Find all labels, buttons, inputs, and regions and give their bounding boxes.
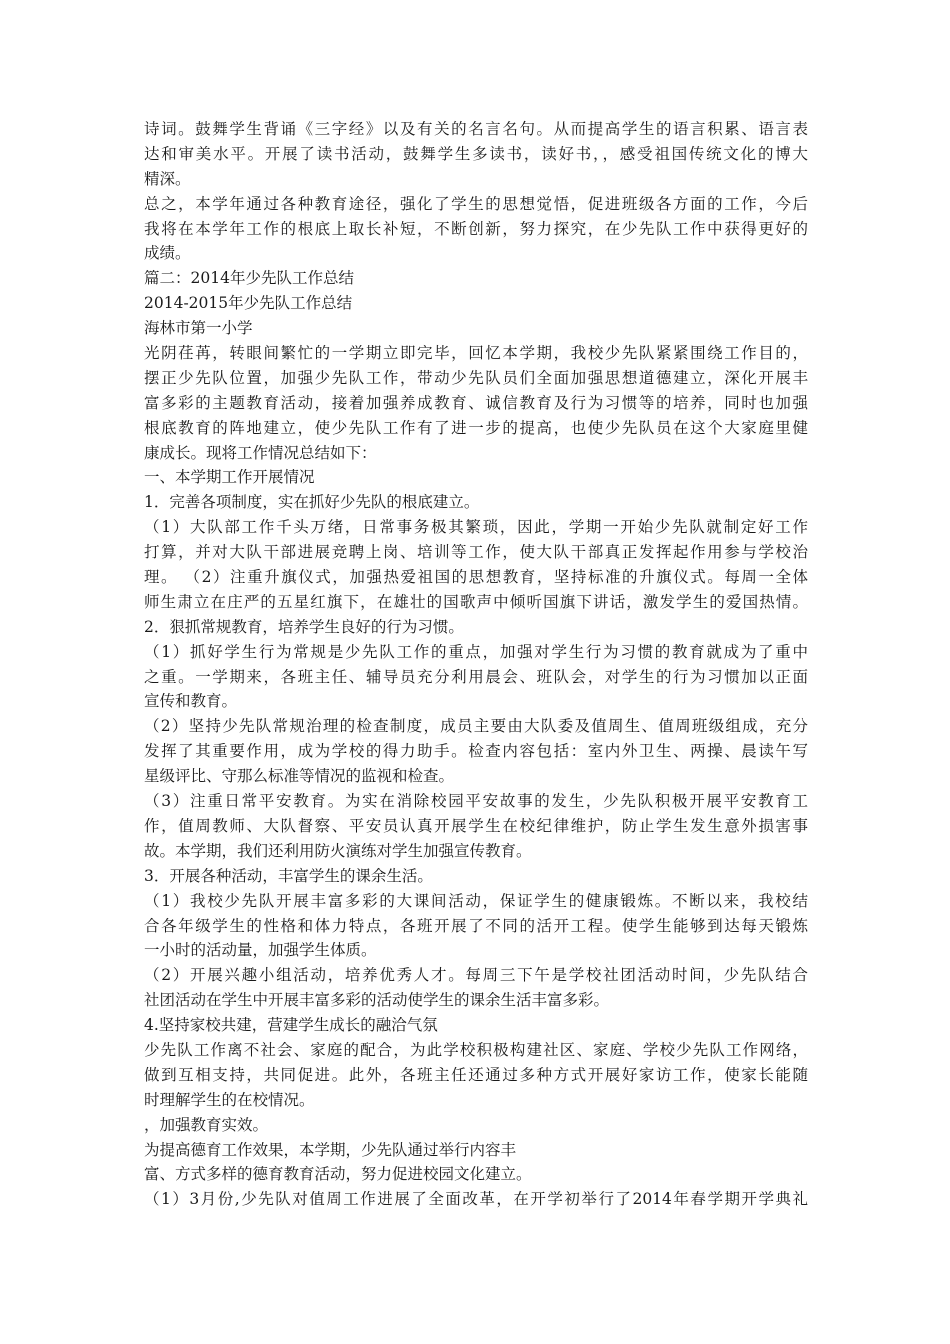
text-line: 摆正少先队位置，加强少先队工作，带动少先队员们全面加强思想道德建立，深化开展丰 (144, 368, 808, 387)
document-title: 2014-2015年少先队工作总结 (144, 294, 353, 313)
section-heading: 篇二：2014年少先队工作总结 (144, 269, 354, 288)
text-line: 打算，并对大队干部进展竞聘上岗、培训等工作，使大队干部真正发挥起作用参与学校治 (144, 543, 808, 562)
text-line: 社团活动在学生中开展丰富多彩的活动使学生的课余生活丰富多彩。 (144, 991, 610, 1010)
text-line: 理。 （2）注重升旗仪式，加强热爱祖国的思想教育，坚持标准的升旗仪式。每周一全体 (144, 568, 808, 587)
text-line: （1）3月份,少先队对值周工作进展了全面改革，在开学初举行了2014年春学期开学典礼 (144, 1190, 808, 1209)
text-line: 根底教育的阵地建立，使少先队工作有了进一步的提高，也使少先队员在这个大家庭里健 (144, 418, 808, 437)
text-line: 总之，本学年通过各种教育途径，强化了学生的思想觉悟，促进班级各方面的工作，今后 (144, 194, 808, 213)
text-line: （1）大队部工作千头万绪，日常事务极其繁琐，因此，学期一开始少先队就制定好工作 (144, 518, 808, 537)
text-line: 故。本学期，我们还利用防火演练对学生加强宣传教育。 (144, 841, 532, 860)
text-line: 合各年级学生的性格和体力特点，各班开展了不同的活开工程。使学生能够到达每天锻炼 (144, 916, 808, 935)
text-line: （3）注重日常平安教育。为实在消除校园平安故事的发生，少先队积极开展平安教育工 (144, 792, 808, 811)
text-line: 作，值周教师、大队督察、平安员认真开展学生在校纪律维护，防止学生发生意外损害事 (144, 816, 808, 835)
text-line: 精深。 (144, 169, 191, 188)
text-line: 富多彩的主题教育活动，接着加强养成教育、诚信教育及行为习惯等的培养，同时也加强 (144, 393, 808, 412)
text-line: 光阴荏苒，转眼间繁忙的一学期立即完毕，回忆本学期，我校少先队紧紧围绕工作目的， (144, 344, 808, 363)
text-line: （2）坚持少先队常规治理的检查制度，成员主要由大队委及值周生、值周班级组成，充分 (144, 717, 808, 736)
section-heading: 一、本学期工作开展情况 (144, 468, 315, 487)
document-body (144, 117, 808, 1212)
text-line: 富、方式多样的德育教育活动，努力促进校园文化建立。 (144, 1165, 532, 1184)
text-line: 我将在本学年工作的根底上取长补短，不断创新，努力探究，在少先队工作中获得更好的 (144, 219, 808, 238)
subsection-heading: 4.坚持家校共建，营建学生成长的融洽气氛 (144, 1016, 438, 1035)
text-line: 达和审美水平。开展了读书活动，鼓舞学生多读书，读好书，，感受祖国传统文化的博大 (144, 144, 808, 163)
text-line: 做到互相支持，共同促进。此外，各班主任还通过多种方式开展好家访工作，使家长能随 (144, 1065, 808, 1084)
subsection-heading: 1．完善各项制度，实在抓好少先队的根底建立。 (144, 493, 480, 512)
text-line: 诗词。鼓舞学生背诵《三字经》以及有关的名言名句。从而提高学生的语言积累、语言表 (144, 120, 808, 138)
text-line: 康成长。现将工作情况总结如下： (144, 443, 377, 462)
subsection-heading: 2．狠抓常规教育，培养学生良好的行为习惯。 (144, 617, 464, 636)
text-line: 发挥了其重要作用，成为学校的得力助手。检查内容包括：室内外卫生、两操、晨读午写 (144, 742, 808, 761)
text-line: 时理解学生的在校情况。 (144, 1090, 315, 1109)
text-line: 一小时的活动量，加强学生体质。 (144, 941, 377, 960)
text-line: 宣传和教育。 (144, 692, 238, 711)
text-line: 师生肃立在庄严的五星红旗下，在雄壮的国歌声中倾听国旗下讲话，激发学生的爱国热情。 (144, 592, 808, 611)
school-name: 海林市第一小学 (144, 319, 253, 338)
subsection-heading: 3．开展各种活动，丰富学生的课余生活。 (144, 866, 433, 885)
text-line: 星级评比、守那么标准等情况的监视和检查。 (144, 767, 455, 786)
text-line: （1）我校少先队开展丰富多彩的大课间活动，保证学生的健康锻炼。不断以来，我校结 (144, 891, 808, 910)
text-line: （2）开展兴趣小组活动，培养优秀人才。每周三下午是学校社团活动时间，少先队结合 (144, 966, 808, 985)
text-line: 成绩。 (144, 244, 191, 263)
text-line: （1）抓好学生行为常规是少先队工作的重点，加强对学生行为习惯的教育就成为了重中 (144, 642, 808, 661)
text-line: 少先队工作离不社会、家庭的配合，为此学校积极构建社区、家庭、学校少先队工作网络， (144, 1040, 808, 1059)
text-line: 为提高德育工作效果，本学期，少先队通过举行内容丰 (144, 1140, 517, 1159)
text-line: 之重。一学期来，各班主任、辅导员充分利用晨会、班队会，对学生的行为习惯加以正面 (144, 667, 808, 686)
text-line: ，加强教育实效。 (144, 1115, 269, 1134)
